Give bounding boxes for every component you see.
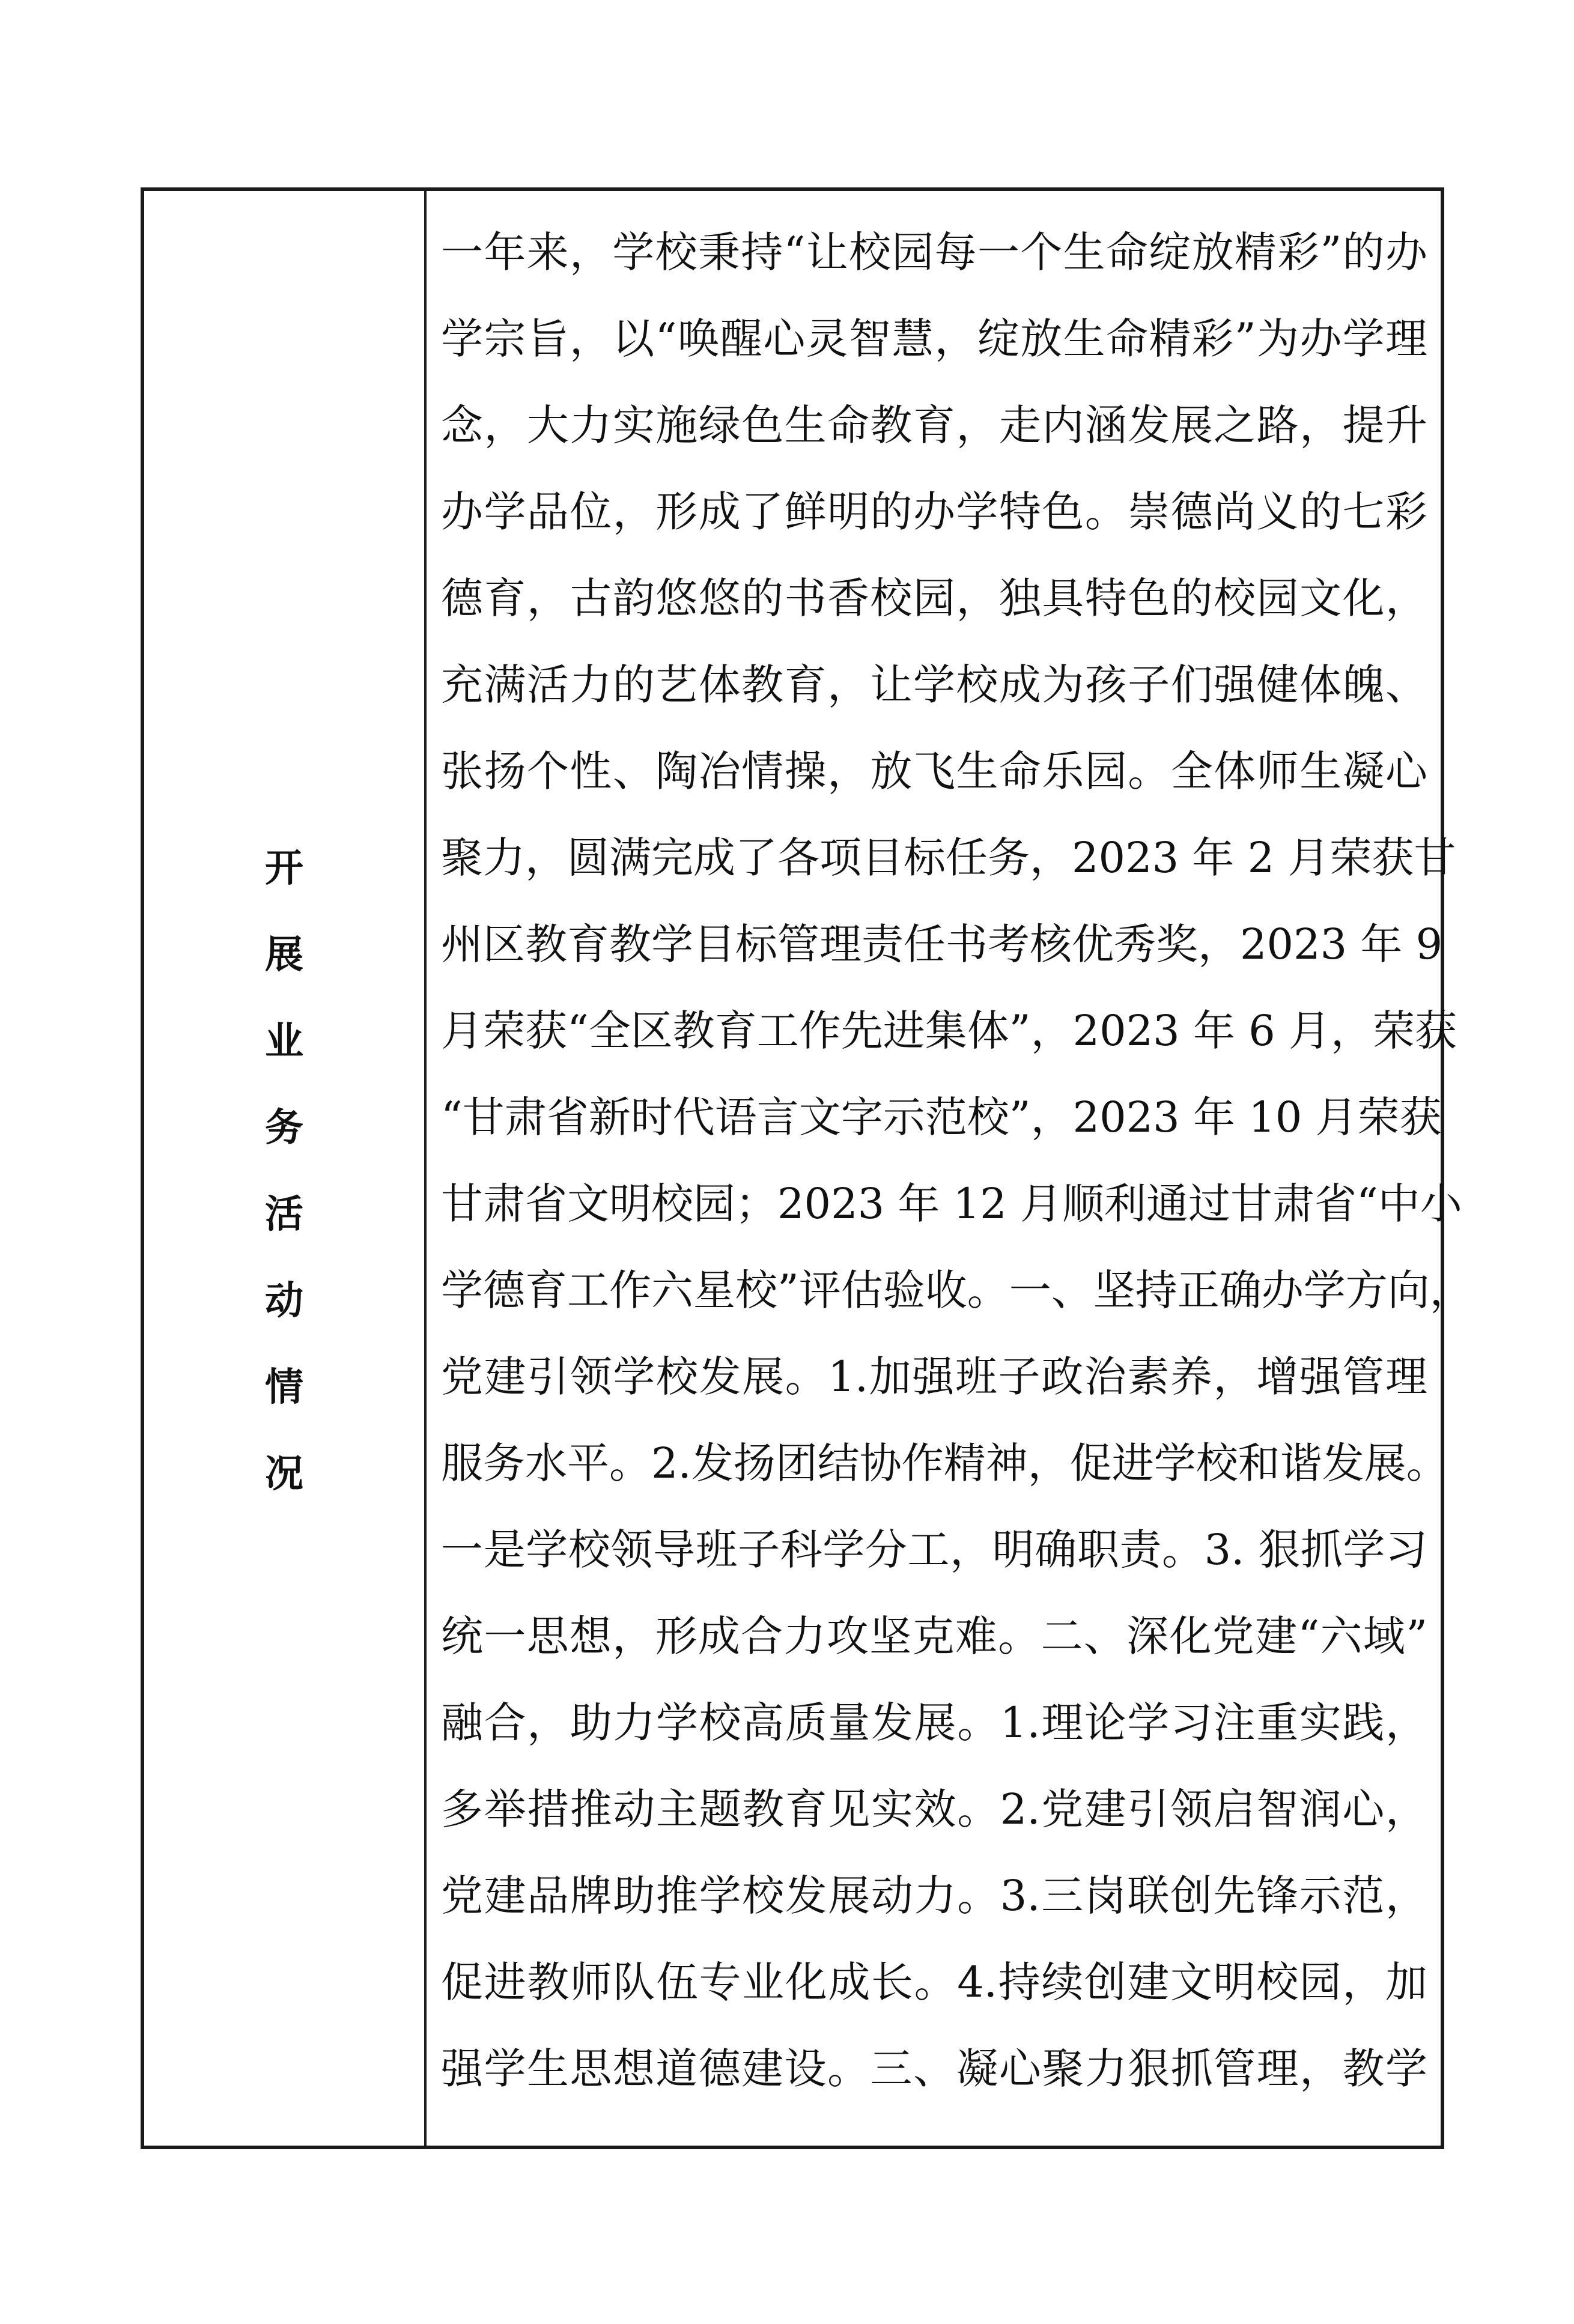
content-line: 融合，助力学校高质量发展。1.理论学习注重实践， [441, 1698, 1427, 1747]
content-line: 服务水平。2.发扬团结协作精神，促进学校和谐发展。 [441, 1439, 1448, 1488]
content-line: 一年来，学校秉持“让校园每一个生命绽放精彩”的办 [441, 228, 1427, 277]
content-line: 强学生思想道德建设。三、凝心聚力狠抓管理，教学 [441, 2044, 1427, 2093]
section-label-char: 况 [265, 1452, 303, 1496]
content-line: 州区教育教学目标管理责任书考核优秀奖，2023 年 9 [441, 920, 1443, 969]
activity-table [141, 187, 1472, 2149]
section-label-char: 开 [265, 846, 303, 891]
content-line: 月荣获“全区教育工作先进集体”，2023 年 6 月，荣获 [441, 1006, 1457, 1055]
section-label-char: 动 [265, 1279, 303, 1323]
content-line: 促进教师队伍专业化成长。4.持续创建文明校园，加 [441, 1958, 1427, 2007]
section-label-char: 情 [265, 1365, 303, 1410]
content-cell [427, 191, 1472, 2146]
section-label-char: 活 [265, 1192, 303, 1237]
content-line: 党建品牌助推学校发展动力。3.三岗联创先锋示范， [441, 1871, 1427, 1920]
content-line: 德育，古韵悠悠的书香校园，独具特色的校园文化， [441, 574, 1427, 623]
content-line: 学宗旨，以“唤醒心灵智慧，绽放生命精彩”为办学理 [441, 314, 1427, 363]
content-line: 充满活力的艺体教育，让学校成为孩子们强健体魄、 [441, 660, 1427, 709]
content-line: 学德育工作六星校”评估验收。一、坚持正确办学方向， [441, 1266, 1472, 1315]
content-line: 张扬个性、陶冶情操，放飞生命乐园。全体师生凝心 [441, 747, 1427, 796]
content-line: 办学品位，形成了鲜明的办学特色。崇德尚义的七彩 [441, 487, 1427, 536]
content-line: 念，大力实施绿色生命教育，走内涵发展之路，提升 [441, 401, 1427, 450]
section-label-cell [144, 191, 427, 2146]
content-line: 统一思想，形成合力攻坚克难。二、深化党建“六域” [441, 1612, 1427, 1661]
content-line: 一是学校领导班子科学分工，明确职责。3. 狠抓学习 [441, 1525, 1427, 1574]
section-label-char: 务 [265, 1106, 303, 1150]
content-line: 多举措推动主题教育见实效。2.党建引领启智润心， [441, 1785, 1427, 1834]
section-label [265, 825, 303, 1517]
content-line: 党建引领学校发展。1.加强班子政治素养，增强管理 [441, 1352, 1427, 1401]
content-line: 聚力，圆满完成了各项目标任务，2023 年 2 月荣获甘 [441, 833, 1456, 882]
content-line: “甘肃省新时代语言文字示范校”，2023 年 10 月荣获 [441, 1093, 1442, 1142]
section-label-char: 展 [265, 933, 303, 977]
content-line: 甘肃省文明校园；2023 年 12 月顺利通过甘肃省“中小 [441, 1179, 1462, 1228]
section-label-char: 业 [265, 1019, 303, 1064]
